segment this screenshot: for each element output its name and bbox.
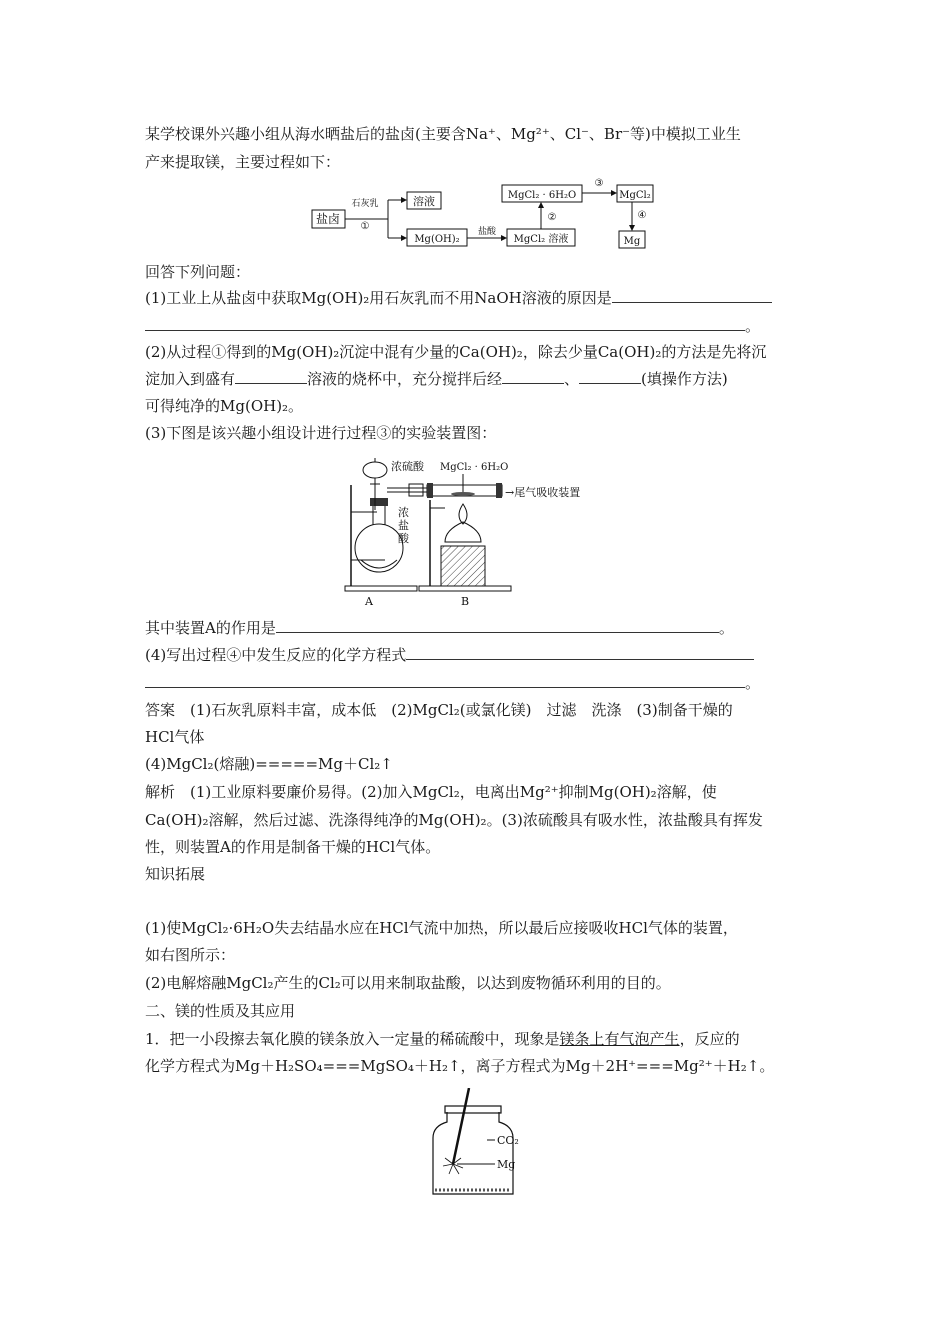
label-apparatus-a: A xyxy=(365,595,373,608)
section-heading: 二、镁的性质及其应用 xyxy=(145,1002,296,1020)
question-2-line-1: (2)从过程①得到的Mg(OH)₂沉淀中混有少量的Ca(OH)₂，除去少量Ca(OH)₂的方法是先将沉 xyxy=(145,343,767,361)
label-conc-sulfuric-acid: 浓硫酸 xyxy=(391,460,424,473)
item-1-line-2: 化学方程式为Mg＋H₂SO₄===MgSO₄＋H₂↑，离子方程式为Mg＋2H⁺===Mg²⁺＋H₂↑。 xyxy=(145,1057,775,1075)
knowledge-line-1: (1)使MgCl₂·6H₂O失去结晶水应在HCl气流中加热，所以最后应接吸收HCl气体的装置， xyxy=(145,919,738,937)
item-1-line-1: 1．把一小段擦去氧化膜的镁条放入一定量的稀硫酸中，现象是镁条上有气泡产生，反应的 xyxy=(145,1030,740,1048)
flow-solution: 溶液 xyxy=(413,195,435,208)
question-2-line-3: 可得纯净的Mg(OH)₂。 xyxy=(145,397,304,415)
question-4: (4)写出过程④中发生反应的化学方程式 xyxy=(145,645,754,665)
knowledge-line-3: (2)电解熔融MgCl₂产生的Cl₂可以用来制取盐酸，以达到废物循环利用的目的。 xyxy=(145,974,671,992)
label-mg: Mg xyxy=(497,1158,516,1171)
question-2-line-2: 淀加入到盛有 溶液的烧杯中，充分搅拌后经 、 (填操作方法) xyxy=(145,370,728,388)
label-conc-hcl-3: 酸 xyxy=(398,532,409,545)
question-1: (1)工业上从盐卤中获取Mg(OH)₂用石灰乳而不用NaOH溶液的原因是 xyxy=(145,288,772,308)
analysis-line-2: Ca(OH)₂溶解，然后过滤、洗涤得纯净的Mg(OH)₂。(3)浓硫酸具有吸水性，浓盐酸具有挥发 xyxy=(145,811,763,829)
flow-step4: ④ xyxy=(637,210,647,221)
flow-mgcl2: MgCl₂ xyxy=(619,190,651,201)
label-hydrate: MgCl₂ · 6H₂O xyxy=(440,462,509,473)
question-3-blank: 其中装置A的作用是 。 xyxy=(145,619,734,637)
experiment-apparatus-figure xyxy=(335,450,625,610)
process-flow-diagram xyxy=(310,176,655,252)
label-tail-gas: →尾气吸收装置 xyxy=(505,486,581,499)
label-conc-hcl-2: 盐 xyxy=(398,519,409,532)
label-conc-hcl-1: 浓 xyxy=(398,506,409,519)
co2-bottle-figure xyxy=(425,1088,535,1200)
flow-step1: ① xyxy=(360,221,370,232)
flow-step2: ② xyxy=(547,212,557,223)
intro-line-2: 产来提取镁，主要过程如下： xyxy=(145,153,341,171)
question-4-cont: 。 xyxy=(145,673,760,693)
knowledge-heading: 知识拓展 xyxy=(145,865,206,883)
flow-lime: 石灰乳 xyxy=(351,199,379,209)
intro-line-1: 某学校课外兴趣小组从海水晒盐后的盐卤(主要含Na⁺、Mg²⁺、Cl⁻、Br⁻等)中模拟工业生 xyxy=(145,125,741,143)
flow-start: 盐卤 xyxy=(315,212,341,226)
analysis-line-3: 性，则装置A的作用是制备干燥的HCl气体。 xyxy=(145,838,441,856)
flow-mgcl2-solution: MgCl₂ 溶液 xyxy=(513,234,569,245)
flow-hcl: 盐酸 xyxy=(477,227,497,237)
answer-line-1: 答案 (1)石灰乳原料丰富，成本低 (2)MgCl₂(或氯化镁) 过滤 洗涤 (3)制备干燥的 xyxy=(145,701,733,719)
label-co2: CO₂ xyxy=(497,1134,519,1147)
questions-heading: 回答下列问题： xyxy=(145,263,251,281)
answer-line-3: (4)MgCl₂(熔融)=====Mg＋Cl₂↑ xyxy=(145,755,393,773)
flow-mg: Mg xyxy=(623,236,641,247)
flow-hydrate: MgCl₂ · 6H₂O xyxy=(507,190,577,201)
underlined-answer: 镁条上有气泡产生 xyxy=(559,1030,680,1048)
knowledge-line-2: 如右图所示： xyxy=(145,946,236,964)
question-3: (3)下图是该兴趣小组设计进行过程③的实验装置图： xyxy=(145,424,497,442)
analysis-line-1: 解析 (1)工业原料要廉价易得。(2)加入MgCl₂，电离出Mg²⁺抑制Mg(OH)₂溶解，使 xyxy=(145,783,717,801)
flow-step3: ③ xyxy=(594,178,604,189)
answer-line-2: HCl气体 xyxy=(145,728,205,746)
label-apparatus-b: B xyxy=(461,595,470,608)
question-1-cont: 。 xyxy=(145,316,760,336)
flow-mgoh2: Mg(OH)₂ xyxy=(414,234,460,245)
